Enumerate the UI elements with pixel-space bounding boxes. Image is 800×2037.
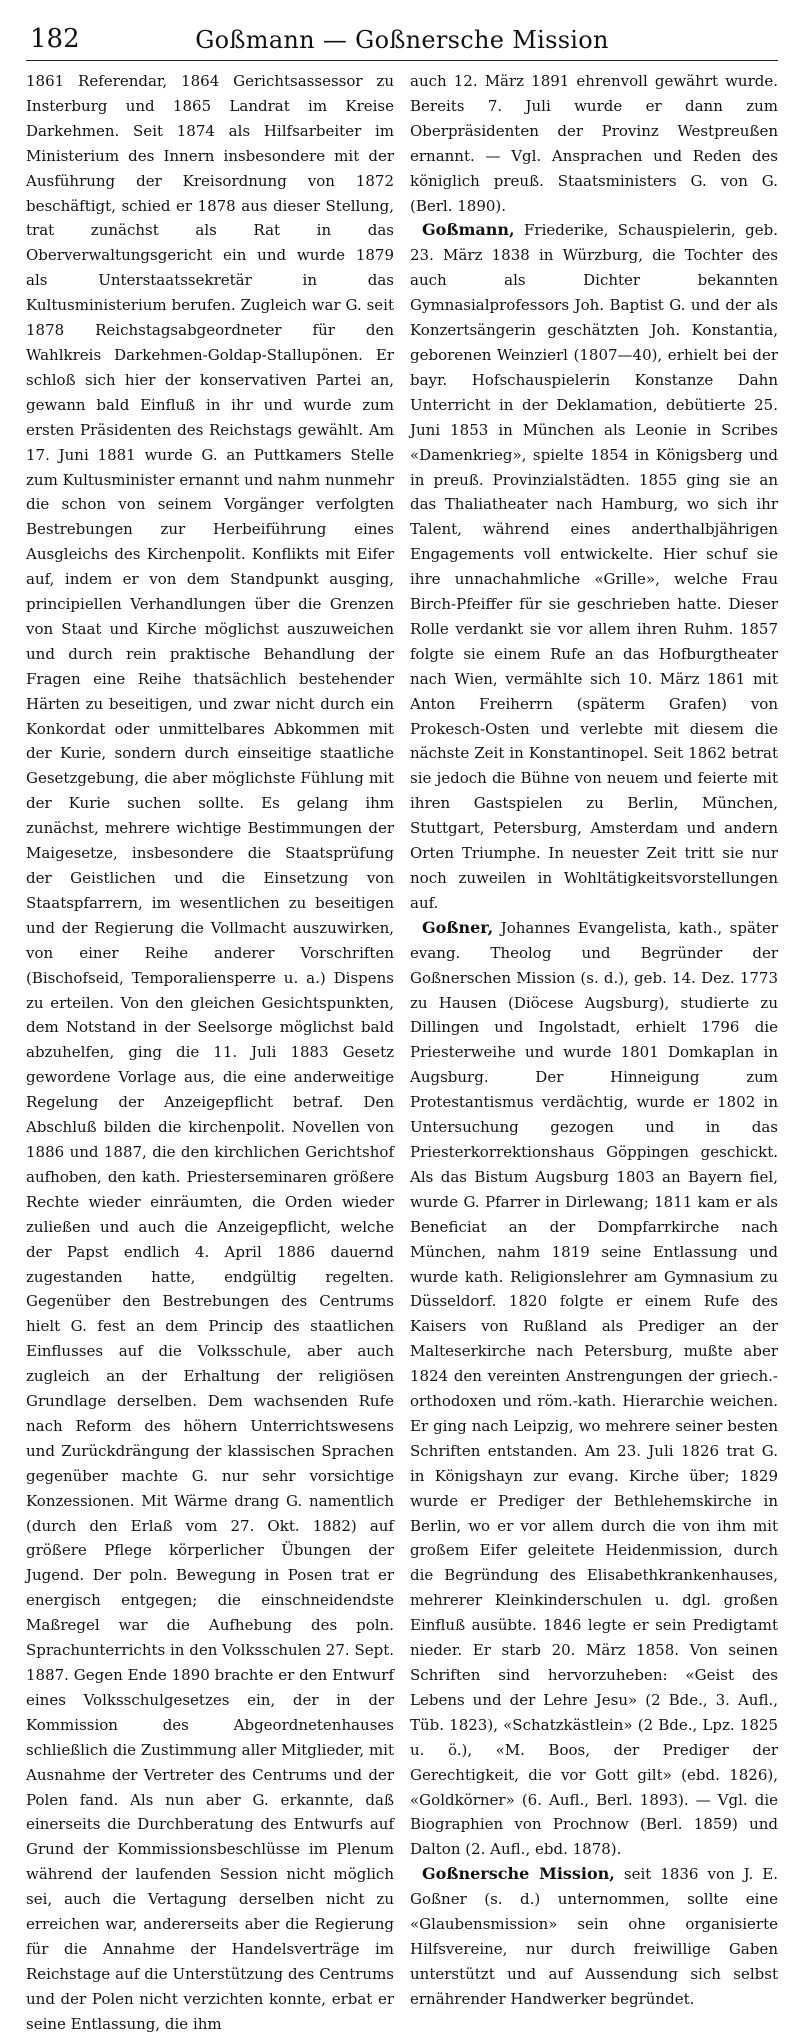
page-header <box>26 20 778 61</box>
entry-text: seit 1836 von J. E. Goßner (s. d.) unternommen, sollte eine «Glaubensmission» sein ohne organisierte Hilfsvereine, nur durch freiwillige Gaben unterstützt und auf Aussendung sich selbst ernährender Handwerker begründet. <box>410 1865 778 2008</box>
entry-text: Johannes Evangelista, kath., später evang. Theolog und Begründer der Goßnerschen Mission (s. d.), geb. 14. Dez. 1773 zu Hausen (Diöcese Augsburg), studierte zu Dillingen und Ingolstadt, erhielt 1796 die Priesterweihe und wurde 1801 Domkaplan in Augsburg. Der Hinneigung zum Protestantismus verdächtig, wurde er 1802 in Untersuchung gezogen und in das Priesterkorrektionshaus Göppingen geschickt. Als das Bistum Augsburg 1803 an Bayern fiel, wurde G. Pfarrer in Dirlewang; 1811 kam er als Beneficiat an der Dompfarrkirche nach München, nahm 1819 seine Entlassung und wurde kath. Religionslehrer am Gymnasium zu Düsseldorf. 1820 folgte er einem Rufe des Kaisers von Rußland als Prediger an der Malteserkirche nach Petersburg, mußte aber 1824 den vereinten Anstrengungen der griech.-orthodoxen und röm.-kath. Hierarchie weichen. Er ging nach Leipzig, wo mehrere seiner besten Schriften entstanden. Am 23. Juli 1826 trat G. in Königshayn zur evang. Kirche über; 1829 wurde er Prediger der Bethlehemskirche in Berlin, wo er vor allem durch die von ihm mit großem Eifer geleitete Heidenmission, durch die Begründung des Elisabethkrankenhauses, mehrerer Kleinkinderschulen u. dgl. großen Einfluß ausübte. 1846 legte er sein Predigtamt nieder. Er starb 20. März 1858. Von seinen Schriften sind hervorzuheben: «Geist des Lebens und der Lehre Jesu» (2 Bde., 3. Aufl., Tüb. 1823), «Schatzkästlein» (2 Bde., Lpz. 1825 u. ö.), «M. Boos, der Prediger der Gerechtigkeit, die vor Gott gilt» (ebd. 1826), «Goldkörner» (6. Aufl., Berl. 1893). — Vgl. die Biographien von Prochnow (Berl. 1859) und Dalton (2. Aufl., ebd. 1878). <box>410 918 778 1859</box>
entry-text: Friederike, Schauspielerin, geb. 23. März 1838 in Würzburg, die Tochter des auch als Dichter bekannten Gymnasialprofessors Joh. Baptist G. und der als Konzertsängerin geschätzten Joh. Konstantia, geborenen Weinzierl (1807—40), erhielt bei der bayr. Hofschauspielerin Konstanze Dahn Unterricht in der Deklamation, debütierte 25. Juni 1853 in München als Leonie in Scribes «Damenkrieg», spielte 1854 in Königsberg und in preuß. Provinzialstädten. 1855 ging sie an das Thaliatheater nach Hamburg, wo sich ihr Talent, während eines anderthalbjährigen Engagements voll entwickelte. Hier schuf sie ihre unnachahmliche «Grille», welche Frau Birch-Pfeiffer für sie geschrieben hatte. Dieser Rolle verdankt sie vor allem ihren Ruhm. 1857 folgte sie einem Rufe an das Hofburgtheater nach Wien, vermählte sich 10. März 1861 mit Anton Freiherrn (späterm Grafen) von Prokesch-Osten und verlebte mit diesem die nächste Zeit in Konstantinopel. Seit 1862 betrat sie jedoch die Bühne von neuem und feierte mit ihren Gastspielen zu Berlin, München, Stuttgart, Petersburg, Amsterdam und andern Orten Triumphe. In neuester Zeit tritt sie nur noch zuweilen in Wohltätigkeitsvorstellungen auf. <box>410 221 778 912</box>
entry-gossnersche-mission <box>410 1862 778 2011</box>
page-number: 182 <box>30 24 80 54</box>
continued-entry-end: auch 12. März 1891 ehrenvoll gewährt wurde. Bereits 7. Juli wurde er dann zum Oberpräsidenten der Provinz Westpreußen ernannt. — Vgl. Ansprachen und Reden des königlich preuß. Staatsministers G. von G. (Berl. 1890). <box>410 72 778 215</box>
continued-entry-gossler: 1861 Referendar, 1864 Gerichtsassessor zu Insterburg und 1865 Landrat im Kreise Darkehmen. Seit 1874 als Hilfsarbeiter im Ministerium des Innern insbesondere mit der Ausführung der Kreisordnung von 1872 beschäftigt, schied er 1878 aus dieser Stellung, trat zunächst als Rat in das Oberverwaltungsgericht ein und wurde 1879 als Unterstaatssekretär in das Kultusministerium berufen. Zugleich war G. seit 1878 Reichstagsabgeordneter für den Wahlkreis Darkehmen-Goldap-Stallupönen. Er schloß sich hier der konservativen Partei an, gewann bald Einfluß in ihr und wurde zum ersten Präsidenten des Reichstags gewählt. Am 17. Juni 1881 wurde G. an Puttkamers Stelle zum Kultusminister ernannt und nahm nunmehr die schon von seinem Vorgänger verfolgten Bestrebungen zur Herbeiführung eines Ausgleichs des Kirchenpolit. Konflikts mit Eifer auf, indem er von dem Standpunkt ausging, principiellen Verhandlungen über die Grenzen von Staat und Kirche möglichst auszuweichen und durch rein praktische Behandlung der Fragen eine Reihe thatsächlich bestehender Härten zu beseitigen, und zwar nicht durch ein Konkordat oder unmittelbares Abkommen mit der Kurie, sondern durch einseitige staatliche Gesetzgebung, die aber möglichste Fühlung mit der Kurie suchen sollte. Es gelang ihm zunächst, mehrere wichtige Bestimmungen der Maigesetze, insbesondere die Staatsprüfung der Geistlichen und die Einsetzung von Staatspfarrern, im wesentlichen zu beseitigen und der Regierung die Vollmacht auszuwirken, von einer Reihe anderer Vorschriften (Bischofseid, Temporaliensperre u. a.) Dispens zu erteilen. Von den gleichen Gesichtspunkten, dem Notstand in der Seelsorge möglichst bald abzuhelfen, ging die 11. Juli 1883 Gesetz gewordene Vorlage aus, die eine anderweitige Regelung der Anzeigepflicht betraf. Den Abschluß bilden die kirchenpolit. Novellen von 1886 und 1887, die den kirchlichen Gerichtshof aufhoben, den kath. Priesterseminaren größere Rechte wieder einräumten, die Orden wieder zuließen und auch die Anzeigepflicht, welche der Papst endlich 4. April 1886 dauernd zugestanden hatte, endgültig regelten. Gegenüber den Bestrebungen des Centrums hielt G. fest an dem Princip des staatlichen Einflusses auf die Volksschule, aber auch zugleich an der Erhaltung der religiösen Grundlage derselben. Dem wachsenden Rufe nach Reform des höhern Unterrichtswesens und Zurückdrängung der klassischen Sprachen gegenüber machte G. nur sehr vorsichtige Konzessionen. Mit Wärme drang G. namentlich (durch den Erlaß vom 27. Okt. 1882) auf größere Pflege körperlicher Übungen der Jugend. Der poln. Bewegung in Posen trat er energisch entgegen; die einschneidendste Maßregel war die Aufhebung des poln. Sprachunterrichts in den Volksschulen 27. Sept. 1887. Gegen Ende 1890 brachte er den Entwurf eines Volksschulgesetzes ein, der in der Kommission des Abgeordnetenhauses schließlich die Zustimmung aller Mitglieder, mit Ausnahme der Vertreter des Centrums und der Polen fand. Als nun aber G. erkannte, daß einerseits die Durchberatung des Entwurfs auf Grund der Kommissionsbeschlüsse im Plenum während der laufenden Session nicht möglich sei, auch die Vertagung derselben nicht zu erreichen war, andererseits aber die Regierung für die Annahme der Handelsverträge im Reichstage auf die Unterstützung des Centrums und der Polen nicht verzichten konnte, erbat er seine Entlassung, die ihm <box>26 72 394 2033</box>
entry-headword: Goßnersche Mission, <box>422 1864 615 1884</box>
entry-headword: Goßner, <box>422 917 494 937</box>
left-column <box>26 69 394 2033</box>
right-column <box>410 69 778 2008</box>
entry-gossmann <box>410 218 778 915</box>
entry-headword: Goßmann, <box>422 220 515 240</box>
entry-gossner <box>410 916 778 1862</box>
text-columns <box>26 69 778 2033</box>
running-head: Goßmann — Goßnersche Mission <box>195 26 609 54</box>
